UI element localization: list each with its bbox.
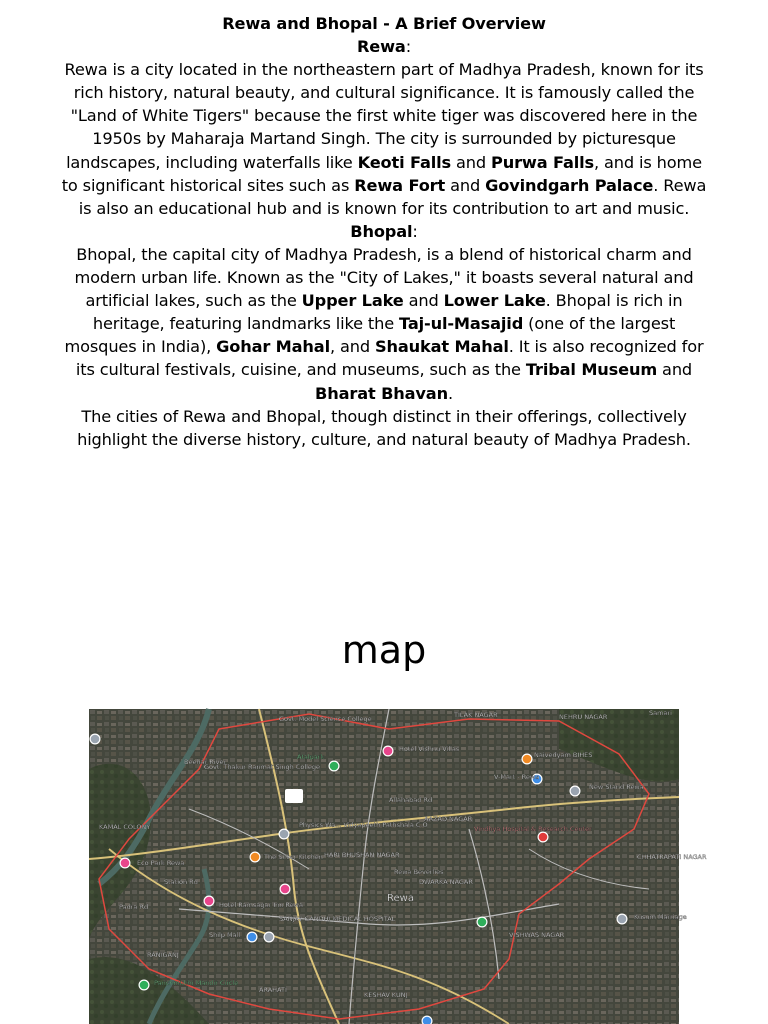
map-label: KESHAV KUNJ (364, 991, 408, 999)
map-heading: map (341, 628, 427, 672)
map-pin-icon[interactable] (280, 884, 291, 895)
bold-term: Govindgarh Palace (485, 175, 654, 195)
text-run: , and (329, 337, 375, 357)
map-pin-icon[interactable] (522, 754, 533, 765)
map-label: Vindhya Hospital & Research Center (474, 825, 592, 833)
map-label: TILAK NAGAR (454, 711, 498, 719)
map-pin-icon[interactable] (120, 858, 131, 869)
map-label: VISHWAS NAGAR (509, 931, 565, 939)
map-label: Rewa (387, 893, 414, 904)
bold-term: Purwa Falls (491, 152, 595, 172)
map-pin-icon[interactable] (617, 914, 628, 925)
map-label: Panchmukhi Mandir Circle (154, 979, 239, 987)
text-run: and (445, 175, 486, 195)
map-pin-icon[interactable] (570, 786, 581, 797)
text-run: and (657, 360, 693, 380)
map-label: ARAHATI (259, 986, 287, 994)
map-label: HARI BHUSHAN NAGAR (324, 851, 400, 859)
text-run: , and is home to significant historical sites such as (61, 152, 702, 195)
map-pin-icon[interactable] (329, 761, 340, 772)
map-pin-icon[interactable] (90, 734, 101, 745)
text-run: (one of the largest mosques in India), (64, 314, 676, 357)
map-pin-icon[interactable] (477, 917, 488, 928)
map-label: Shilp Mall (209, 931, 241, 939)
text-run: Rewa is a city located in the northeastern part of Madhya Pradesh, known for its rich history, natural beauty, and cultural significance. It is famously called the "Land of White Tigers" because the first white tiger was discovered here in the 1950s by Maharaja Martand Singh. The city is surrounded by picturesque landscapes, including waterfalls like (64, 60, 704, 172)
map-label: Kusum Marriage (634, 913, 687, 921)
bold-term: Gohar Mahal (216, 337, 330, 357)
map-pin-icon[interactable] (247, 932, 258, 943)
map-label: Physics Wa... Vidyapeeth Pathshala C.O (299, 821, 428, 829)
map-label: NEHRU NAGAR (559, 713, 608, 721)
rewa-paragraph (60, 58, 708, 220)
map-label: RANIGANJ (147, 951, 179, 959)
map-label: Eco Park Rewa (137, 859, 185, 867)
text-run: . Bhopal is rich in heritage, featuring landmarks like the (92, 291, 683, 334)
bold-term: Tribal Museum (525, 360, 658, 380)
map-label: Atalpark (297, 753, 325, 761)
map-label: Beehar River (184, 758, 227, 766)
map-pin-icon[interactable] (264, 932, 275, 943)
map-label: SANJAY GANDHI MEDICAL HOSPITAL (279, 915, 396, 923)
bold-term: Lower Lake (443, 291, 546, 311)
map-label: Allahabad Rd (389, 796, 433, 804)
document-body (60, 12, 708, 451)
bold-term: Rewa Fort (354, 175, 446, 195)
bhopal-heading: Bhopal (350, 221, 413, 241)
map-label: KAMAL COLONY (99, 823, 151, 831)
map-label: Station Rd (164, 878, 198, 886)
map-label: Padra Rd (119, 903, 149, 911)
map-pin-icon[interactable] (139, 980, 150, 991)
satellite-map (89, 709, 707, 1024)
rewa-heading-line: Rewa: (356, 37, 412, 57)
rewa-heading: Rewa (356, 37, 406, 57)
text-run: . It is also recognized for its cultural festivals, cuisine, and museums, such as the (75, 337, 704, 380)
document-title: Rewa and Bhopal - A Brief Overview (222, 14, 546, 33)
bhopal-heading-line: Bhopal: (350, 221, 418, 241)
map-image[interactable] (89, 709, 707, 1024)
map-label: Rewa Beverlies (394, 868, 444, 876)
map-pin-icon[interactable] (279, 829, 290, 840)
map-label: V-Mart - Rewa (494, 773, 540, 781)
map-label: New Stand Rewa (589, 783, 644, 791)
map-label: Hotel Vishnu Villas (399, 745, 460, 753)
text-run: . (447, 383, 453, 403)
text-run: and (451, 152, 492, 172)
place-marker-icon[interactable] (285, 789, 303, 803)
map-label: The Silver Kitchen (264, 853, 323, 861)
map-label: AAZAD NAGAR (424, 815, 473, 823)
map-label: Govt. Thakur Ranmat Singh College (204, 763, 321, 771)
map-label: CHHATRAPATI NAGAR (637, 853, 707, 861)
bold-term: Keoti Falls (357, 152, 452, 172)
map-label: Naivedyam BIHES (534, 751, 593, 759)
map-pin-icon[interactable] (250, 852, 261, 863)
text-run: . Rewa is also an educational hub and is known for its contribution to art and music. (78, 175, 707, 218)
bold-term: Shaukat Mahal (374, 337, 509, 357)
map-label: Samari (649, 709, 672, 717)
bhopal-paragraph (60, 243, 708, 405)
closing-paragraph: The cities of Rewa and Bhopal, though distinct in their offerings, collectively highlight the diverse history, culture, and natural beauty of Madhya Pradesh. (77, 406, 691, 449)
bold-term: Upper Lake (301, 291, 404, 311)
text-run: Bhopal, the capital city of Madhya Pradesh, is a blend of historical charm and modern urban life. Known as the "City of Lakes," it boasts several natural and artificial lakes, such as the (74, 244, 694, 311)
bold-term: Bharat Bhavan (315, 383, 448, 403)
bold-term: Taj-ul-Masajid (399, 314, 524, 334)
map-pin-icon[interactable] (204, 896, 215, 907)
map-label: DWARKA NAGAR (419, 878, 473, 886)
map-pin-icon[interactable] (538, 832, 549, 843)
map-label: Govt. Model Science College (279, 715, 372, 723)
text-run: and (403, 291, 444, 311)
map-label: Hotel Ramsagar Inn Rewa (219, 901, 303, 909)
map-pin-icon[interactable] (383, 746, 394, 757)
